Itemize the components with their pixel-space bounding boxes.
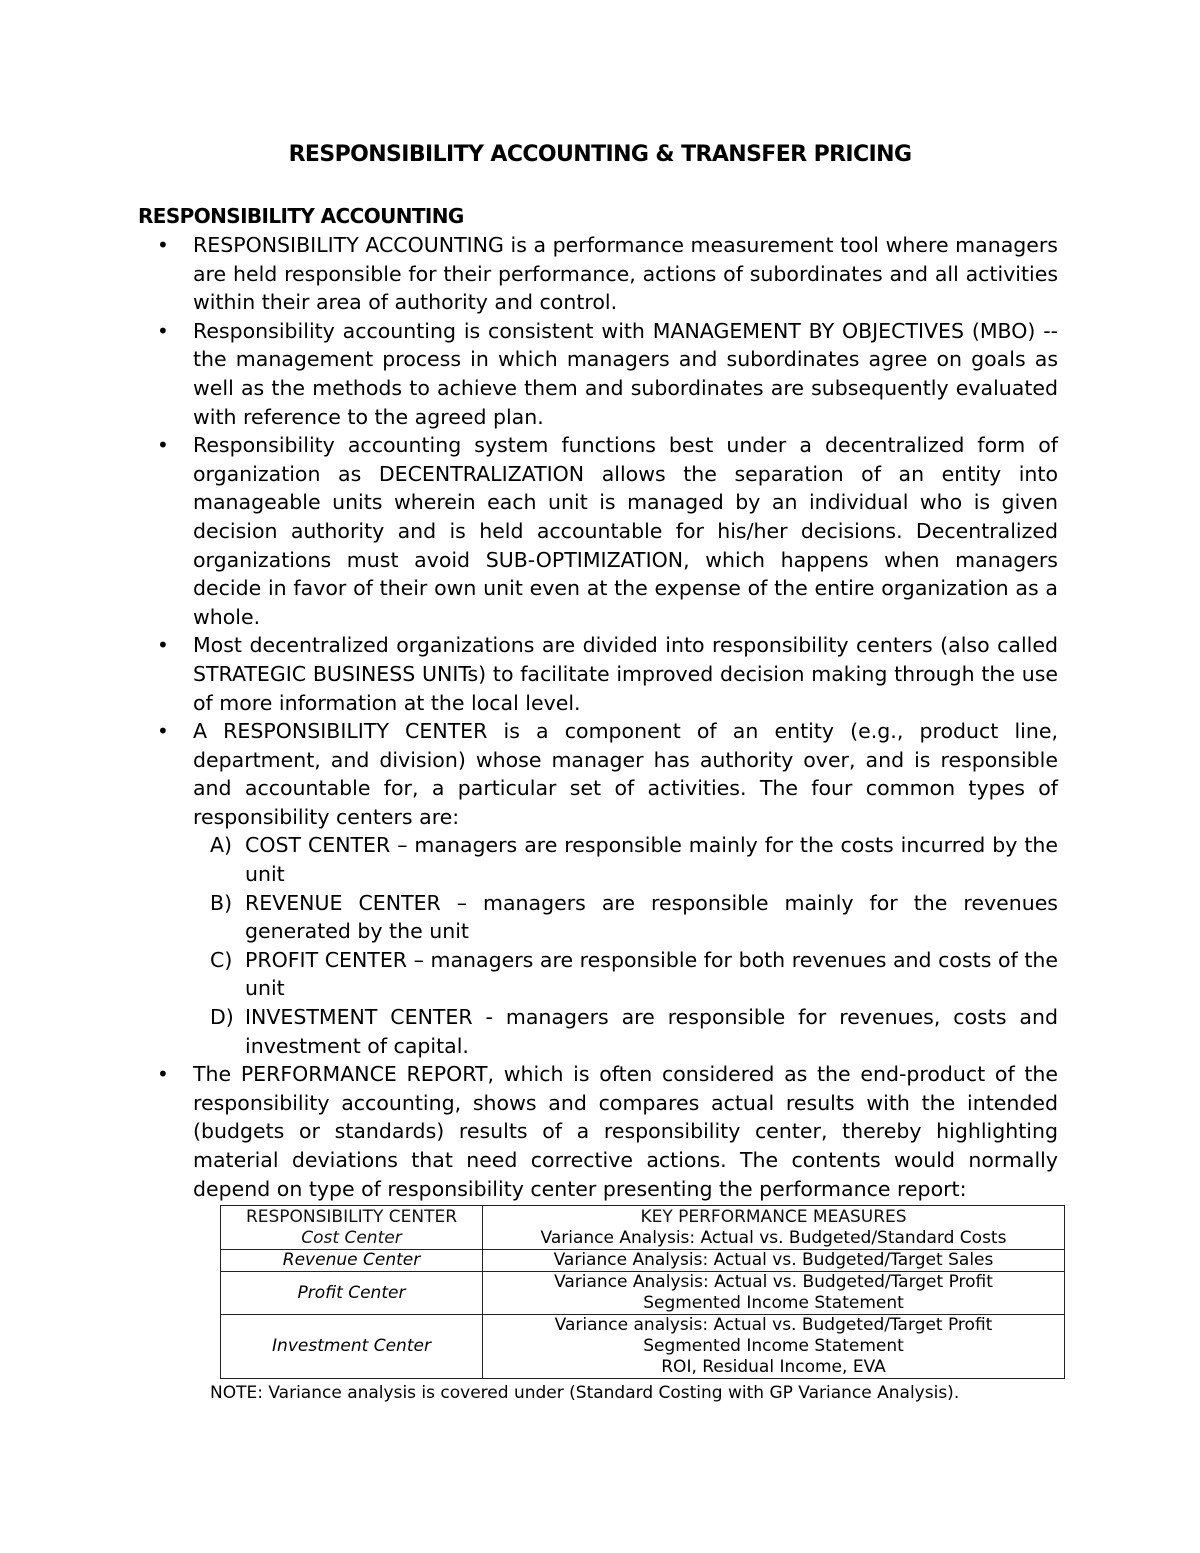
center-type-letter: A) [210, 833, 233, 858]
bullet-text: A RESPONSIBILITY CENTER is a component of an entity (e.g., product line, department, and division) whose manager has authority over, and is responsible and accountable for, a particular set of activities. The four common types of responsibility centers are: [193, 719, 1058, 829]
list-item [138, 1060, 1058, 1203]
section-heading: RESPONSIBILITY ACCOUNTING [138, 204, 464, 228]
bullet-text: Responsibility accounting system functions best under a decentralized form of organization as DECENTRALIZATION allows the separation of an entity into manageable units wherein each unit is managed by an individual who is given decision authority and is held accountable for his/her decisions. Decentralized organizations must avoid SUB-OPTIMIZATION, which happens when managers decide in favor of their own unit even at the expense of the entire organization as a whole. [193, 433, 1058, 629]
center-type-letter: D) [210, 1005, 234, 1030]
measure-text: Segmented Income Statement [643, 1336, 904, 1356]
bullet-text: Responsibility accounting is consistent with MANAGEMENT BY OBJECTIVES (MBO) -- the management process in which managers and subordinates agree on goals as well as the methods to achieve them and subordinates are subsequently evaluated with reference to the agreed plan. [193, 318, 1058, 429]
bullet-text: Most decentralized organizations are divided into responsibility centers (also called STRATEGIC BUSINESS UNITs) to facilitate improved decision making through the use of more information at the local level. [193, 633, 1058, 715]
measure-text: Variance Analysis: Actual vs. Budgeted/Target Sales [553, 1250, 994, 1270]
center-type-text: INVESTMENT CENTER - managers are responsible for revenues, costs and investment of capital. [245, 1005, 1058, 1058]
page-title: RESPONSIBILITY ACCOUNTING & TRANSFER PRICING [288, 142, 912, 167]
center-name: Investment Center [272, 1336, 431, 1356]
measure-text: Variance Analysis: Actual vs. Budgeted/Target Profit [554, 1272, 993, 1292]
table-cell [483, 1250, 1065, 1272]
table-cell [221, 1250, 483, 1272]
bullet-list [138, 231, 1058, 1203]
table-row [221, 1272, 1065, 1315]
bullet-icon: • [157, 433, 169, 458]
table-row [221, 1250, 1065, 1272]
column-header-measures: KEY PERFORMANCE MEASURES [640, 1206, 907, 1227]
center-type-letter: C) [210, 947, 233, 972]
measure-text: Variance analysis: Actual vs. Budgeted/Target Profit [554, 1315, 993, 1335]
center-name: Cost Center [301, 1227, 402, 1248]
table-row [221, 1315, 1065, 1379]
table-cell [221, 1272, 483, 1315]
table-row [221, 1206, 1065, 1250]
measure-text: Segmented Income Statement [643, 1293, 904, 1313]
list-item [138, 231, 1058, 317]
center-type-item [193, 946, 1058, 1003]
table-cell [221, 1315, 483, 1379]
list-item [138, 717, 1058, 1060]
bullet-icon: • [157, 233, 169, 257]
center-type-text: PROFIT CENTER – managers are responsible for both revenues and costs of the unit [245, 947, 1058, 1001]
measure-text: ROI, Residual Income, EVA [661, 1357, 886, 1377]
table-note: NOTE: Variance analysis is covered under (Standard Costing with GP Variance Analysis). [210, 1383, 960, 1403]
list-item [138, 431, 1058, 631]
bullet-icon: • [157, 1062, 169, 1087]
table-cell [483, 1272, 1065, 1315]
table-cell [483, 1315, 1065, 1379]
bullet-text: The PERFORMANCE REPORT, which is often considered as the end-product of the responsibility accounting, shows and compares actual results with the intended (budgets or standards) results of a responsibility center, thereby highlighting material deviations that need corrective actions. The contents would normally depend on type of responsibility center presenting the performance report: [193, 1062, 1058, 1201]
center-type-item [193, 889, 1058, 946]
bullet-icon: • [157, 318, 169, 343]
measure-text: Variance Analysis: Actual vs. Budgeted/Standard Costs [540, 1227, 1007, 1248]
performance-measures-table [220, 1205, 1065, 1379]
center-type-text: COST CENTER – managers are responsible mainly for the costs incurred by the unit [245, 833, 1058, 887]
bullet-icon: • [157, 719, 169, 744]
center-type-letter: B) [210, 890, 233, 915]
bullet-icon: • [157, 633, 169, 658]
center-type-item [193, 1003, 1058, 1060]
center-type-item [193, 831, 1058, 888]
center-type-text: REVENUE CENTER – managers are responsible mainly for the revenues generated by the unit [245, 890, 1058, 944]
list-item [138, 317, 1058, 431]
table-cell [221, 1206, 483, 1250]
center-name: Revenue Center [282, 1250, 421, 1270]
center-types-list [193, 831, 1058, 1060]
table-cell [483, 1206, 1065, 1250]
column-header-center: RESPONSIBILITY CENTER [245, 1206, 458, 1227]
bullet-text: RESPONSIBILITY ACCOUNTING is a performance measurement tool where managers are held responsible for their performance, actions of subordinates and all activities within their area of authority and control. [193, 233, 1058, 315]
list-item [138, 631, 1058, 717]
center-name: Profit Center [297, 1282, 406, 1303]
